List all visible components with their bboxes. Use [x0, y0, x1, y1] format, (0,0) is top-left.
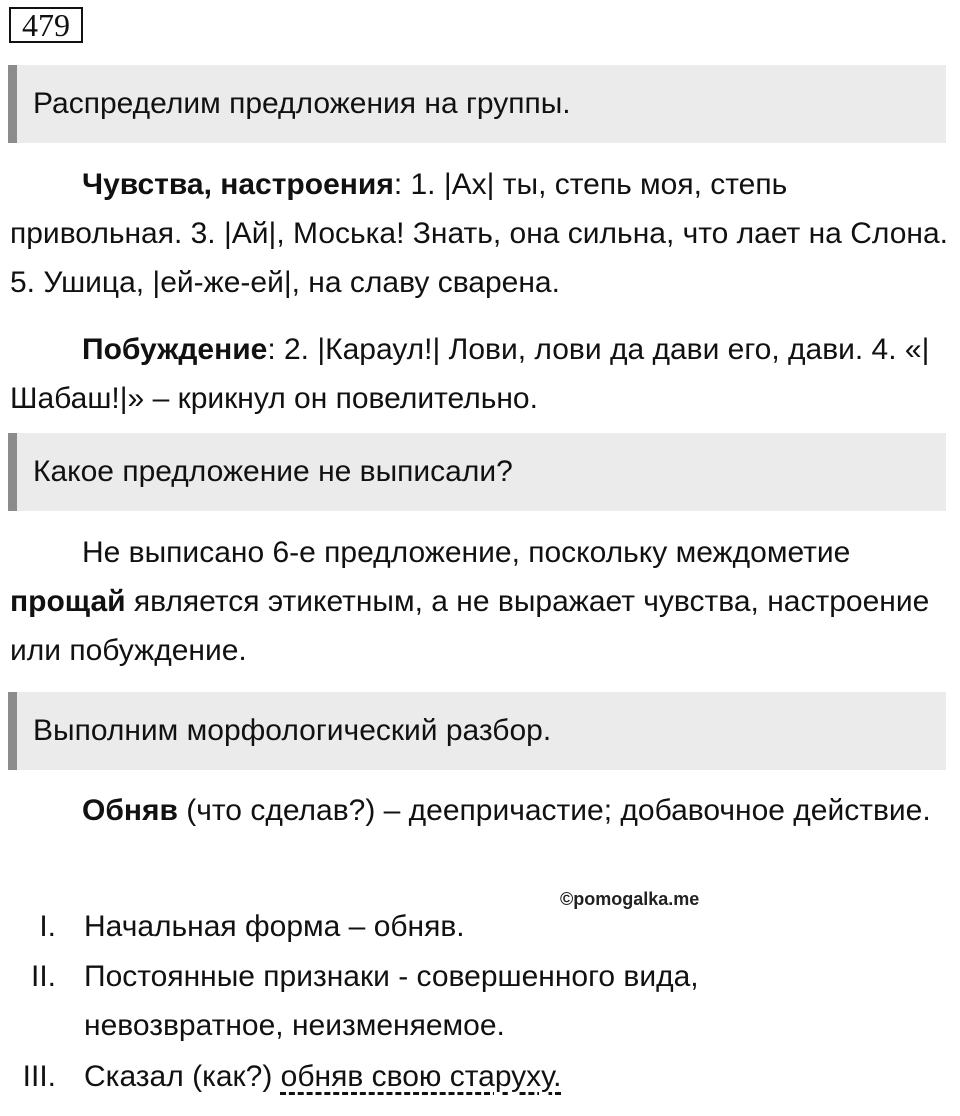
list-roman-numeral: III.	[22, 1060, 56, 1093]
list-item-text	[84, 1052, 950, 1101]
answer-bold-word: прощай	[10, 585, 126, 618]
group-motivation-paragraph	[10, 325, 950, 423]
list-item-text: Постоянные признаки - совершенного вида, невозвратное, неизменяемое.	[84, 960, 699, 1042]
task-number: 479	[9, 7, 83, 43]
group-feelings-text: : 1. |Ах| ты, степь моя, степь привольная. 3. |Ай|, Моська! Знать, она сильна, что лает на Слона. 5. Ушица, |ей-же-ей|, на славу сварена.	[10, 168, 948, 299]
banner-text: Распределим предложения на группы.	[33, 87, 571, 120]
list-roman-numeral: II.	[30, 960, 56, 993]
parse-word: Обняв	[82, 794, 178, 827]
group-feelings-paragraph	[10, 160, 950, 307]
section-banner-question	[8, 433, 946, 511]
parse-intro-text: (что сделав?) – деепричастие; добавочное действие.	[177, 794, 931, 827]
banner-text: Выполним морфологический разбор.	[33, 714, 552, 747]
group-motivation-text: : 2. |Караул!| Лови, лови да дави его, дави. 4. «|Шабаш!|» – крикнул он повелительно.	[10, 333, 930, 415]
list-item-text-plain: Сказал (как?)	[84, 1060, 281, 1093]
watermark: ©pomogalka.me	[560, 889, 700, 909]
section-banner-morphology	[8, 692, 946, 770]
answer-text-before: Не выписано 6-е предложение, поскольку междометие	[82, 536, 851, 569]
parse-intro-paragraph	[10, 786, 950, 835]
answer-paragraph	[10, 528, 950, 675]
list-item-text: Начальная форма – обняв.	[84, 910, 465, 943]
answer-text-after: является этикетным, а не выражает чувства, настроение или побуждение.	[10, 585, 930, 667]
banner-text: Какое предложение не выписали?	[33, 455, 513, 488]
section-banner-groups	[8, 65, 946, 143]
underlined-phrase: обняв свою старуху.	[280, 1060, 562, 1093]
list-roman-numeral: I.	[39, 910, 56, 943]
group-feelings-label: Чувства, настроения	[82, 168, 394, 201]
group-motivation-label: Побуждение	[82, 333, 268, 366]
